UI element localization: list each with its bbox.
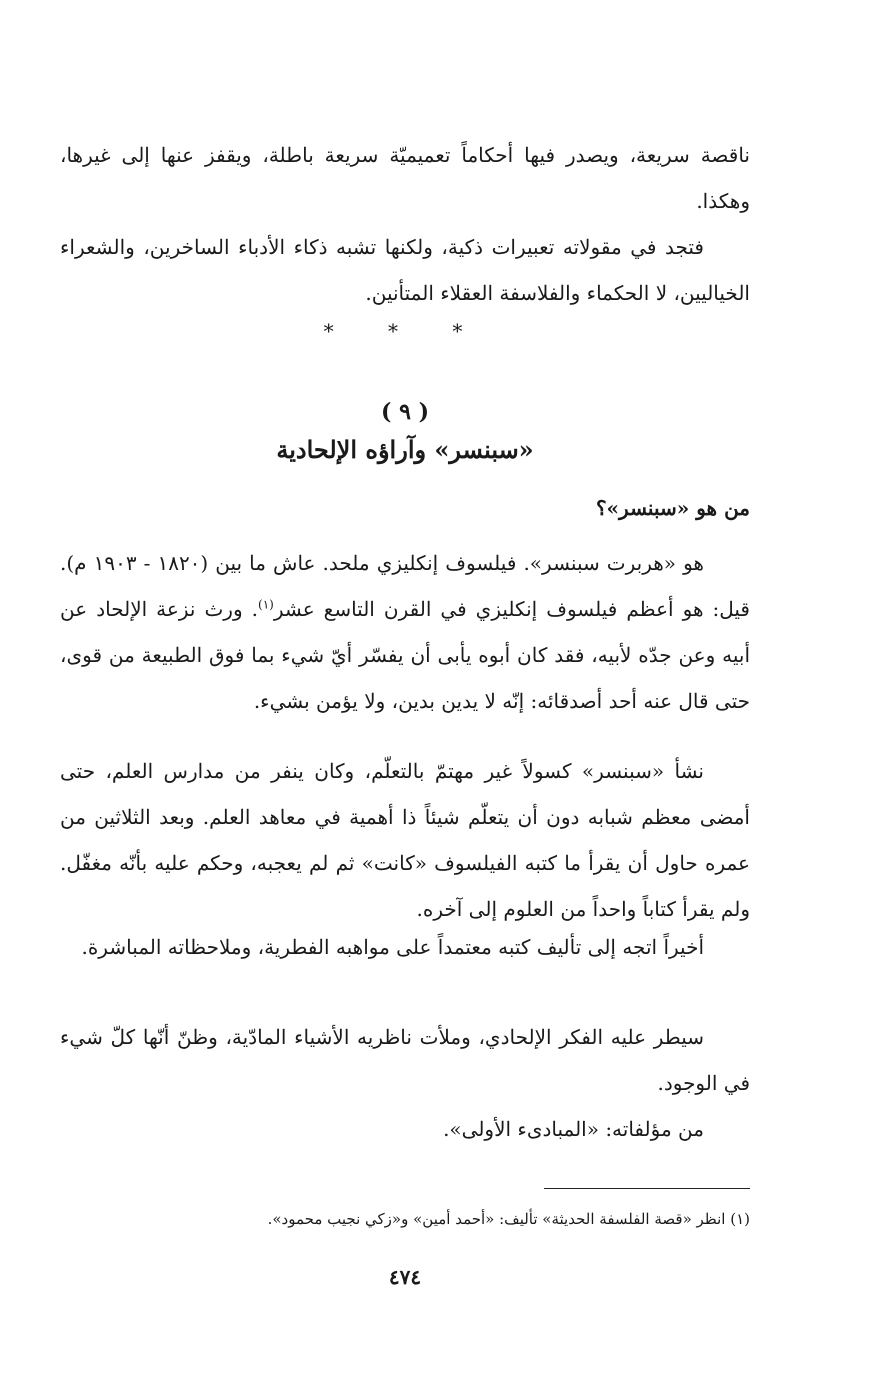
book-page bbox=[60, 0, 750, 1383]
section-title: «سبنسر» وآراؤه الإلحادية bbox=[276, 435, 534, 464]
paragraph-text: . ورث نزعة الإلحاد عن أبيه وعن جدّه لأبيه، فقد كان أبوه يأبى أن يفسّر أيّ شيء بما فوق الطبيعة من قوى، حتى قال عنه أحد أصدقائه: إنّه لا يدين بدين، ولا يؤمن بشيء. bbox=[60, 597, 750, 713]
paragraph-tajid: فتجد في مقولاته تعبيرات ذكية، ولكنها تشبه ذكاء الأدباء الساخرين، والشعراء الخياليين، لا الحكماء والفلاسفة العقلاء المتأنين. bbox=[60, 235, 750, 305]
footnote: (١) انظر «قصة الفلسفة الحديثة» تأليف: «أحمد أمين» و«زكي نجيب محمود». bbox=[267, 1210, 750, 1228]
footnote-divider bbox=[544, 1188, 750, 1189]
paragraph-materialism: سيطر عليه الفكر الإلحادي، وملأت ناظريه الأشياء المادّية، وظنّ أنّها كلّ شيء في الوجود. bbox=[60, 1025, 750, 1095]
paragraph-who-is-spencer bbox=[60, 540, 750, 724]
paragraph-continuation: ناقصة سريعة، ويصدر فيها أحكاماً تعميميّة سريعة باطلة، ويقفز عنها إلى غيرها، وهكذا. bbox=[60, 143, 750, 213]
paragraph-writing: أخيراً اتجه إلى تأليف كتبه معتمداً على مواهبه الفطرية، وملاحظاته المباشرة. bbox=[81, 935, 704, 959]
paragraph-works: من مؤلفاته: «المبادىء الأولى». bbox=[443, 1117, 704, 1141]
footnote-marker: (١) bbox=[258, 597, 274, 612]
paragraph-upbringing: نشأ «سبنسر» كسولاً غير مهتمّ بالتعلّم، وكان ينفر من مدارس العلم، حتى أمضى معظم شبابه دون أن يتعلّم شيئاً ذا أهمية في معاهد العلم. وبعد الثلاثين من عمره حاول أن يقرأ ما كتبه الفيلسوف «كانت» ثم لم يعجبه، وحكم عليه بأنّه مغفّل. ولم يقرأ كتاباً واحداً من العلوم إلى آخره. bbox=[60, 759, 750, 921]
paragraph-text: هو «هربرت سبنسر». فيلسوف إنكليزي ملحد. عاش ما بين (١٨٢٠ - ١٩٠٣ م). قيل: هو أعظم فيلسوف إنكليزي في القرن التاسع عشر bbox=[60, 551, 750, 621]
section-number: ( ٩ ) bbox=[381, 399, 429, 425]
subheading-question: من هو «سبنسر»؟ bbox=[595, 496, 750, 520]
page-number: ٤٧٤ bbox=[388, 1265, 422, 1289]
section-separator: * * * bbox=[323, 319, 487, 343]
